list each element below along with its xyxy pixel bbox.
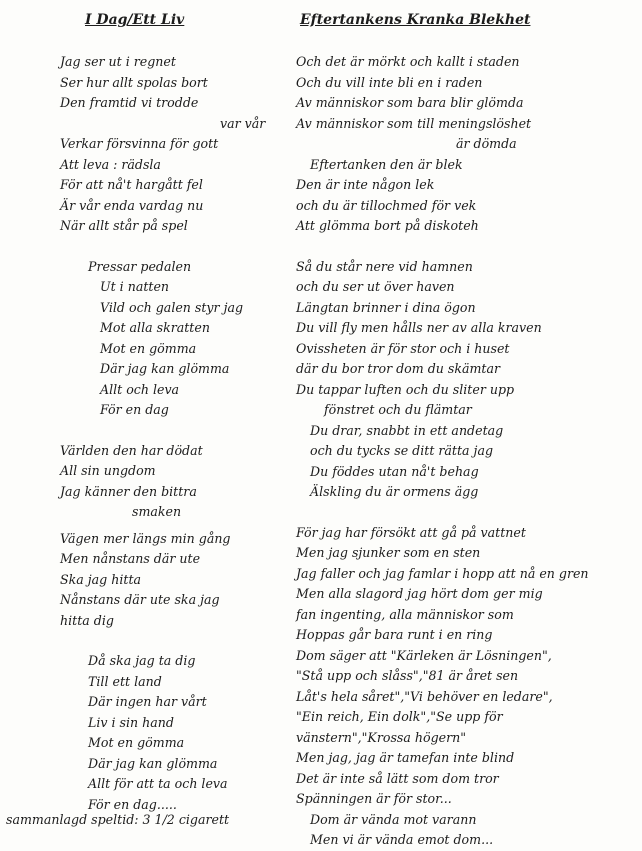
lyric-line: Och det är mörkt och kallt i staden	[296, 54, 520, 69]
lyric-line: Pressar pedalen	[88, 258, 192, 274]
lyric-line: Ser hur allt spolas bort	[60, 74, 208, 90]
lyric-line: Du föddes utan nå't behag	[310, 463, 479, 479]
lyric-line: Att glömma bort på diskoteh	[296, 218, 479, 233]
lyric-line: Där jag kan glömma	[88, 755, 218, 771]
lyric-line: smaken	[132, 504, 182, 519]
lyric-line: Du drar, snabbt in ett andetag	[310, 422, 504, 438]
lyric-line: Vild och galen styr jag	[100, 299, 244, 315]
lyric-line: Ska jag hitta	[60, 571, 142, 587]
lyric-line: Är vår enda vardag nu	[60, 197, 204, 213]
lyric-line: Så du står nere vid hamnen	[296, 258, 473, 274]
lyric-line: Mot en gömma	[88, 735, 185, 750]
lyric-line: "Ein reich, Ein dolk","Se upp för	[296, 709, 503, 724]
lyric-line: var vår	[220, 115, 266, 131]
lyric-line: Liv i sin hand	[88, 714, 174, 730]
lyric-line: Det är inte så lätt som dom tror	[296, 770, 499, 786]
lyric-line: Jag ser ut i regnet	[60, 54, 176, 69]
lyric-line: När allt står på spel	[60, 218, 188, 233]
lyric-line: och du tycks se ditt rätta jag	[310, 443, 494, 458]
lyric-line: Du tappar luften och du sliter upp	[296, 381, 515, 397]
lyric-line: För en dag.....	[88, 796, 177, 812]
lyric-line: Allt och leva	[100, 381, 180, 397]
lyric-line: För jag har försökt att gå på vattnet	[296, 524, 526, 540]
right-lyrics-column	[296, 52, 636, 851]
lyric-line: Av människor som till meningslöshet	[296, 115, 532, 131]
lyric-line: Jag faller och jag famlar i hopp att nå en gren	[296, 565, 589, 581]
lyric-line: Allt för att ta och leva	[88, 776, 228, 791]
lyric-line: Då ska jag ta dig	[88, 653, 196, 668]
lyric-line: För en dag	[100, 402, 169, 417]
lyric-line: Eftertanken den är blek	[310, 156, 463, 172]
lyric-line: Av människor som bara blir glömda	[296, 95, 524, 110]
lyric-line: vänstern","Krossa högern"	[296, 729, 467, 745]
lyric-line: Älskling du är ormens ägg	[310, 484, 479, 499]
lyric-line: Och du vill inte bli en i raden	[296, 74, 483, 90]
lyric-line: Jag känner den bittra	[60, 483, 197, 499]
lyric-line: Men nånstans där ute	[60, 551, 201, 566]
lyric-line: Där ingen har vårt	[88, 694, 207, 709]
lyric-line: Du vill fly men hålls ner av alla kraven	[296, 320, 542, 335]
lyric-line: Spänningen är för stor...	[296, 791, 452, 806]
lyric-line: Längtan brinner i dina ögon	[296, 299, 476, 315]
lyric-line: hitta dig	[60, 612, 114, 628]
lyric-line: Mot en gömma	[100, 340, 197, 356]
lyric-line: Vägen mer längs min gång	[60, 530, 231, 546]
lyric-line: fan ingenting, alla människor som	[296, 606, 514, 622]
lyric-line: Där jag kan glömma	[100, 361, 230, 376]
lyric-line: är dömda	[456, 136, 517, 151]
lyric-line: Världen den har dödat	[60, 442, 203, 458]
lyric-line: "Stå upp och slåss","81 är året sen	[296, 668, 519, 683]
lyric-line: Mot alla skratten	[100, 320, 210, 335]
lyric-line: fönstret och du flämtar	[324, 402, 472, 417]
lyric-line: Den är inte någon lek	[296, 177, 435, 192]
lyric-line: Verkar försvinna för gott	[60, 136, 219, 151]
lyric-line: Låt's hela såret","Vi behöver en ledare",	[296, 688, 553, 704]
lyric-line: Ut i natten	[100, 279, 170, 294]
lyric-line: där du bor tror dom du skämtar	[296, 361, 501, 376]
lyric-line: Att leva : rädsla	[60, 156, 161, 172]
left-title: I Dag/Ett Liv	[85, 12, 185, 28]
left-lyrics-column	[60, 52, 292, 815]
lyric-line: Dom säger att "Kärleken är Lösningen",	[296, 647, 552, 663]
lyric-line: All sin ungdom	[60, 463, 156, 478]
lyric-line: Men jag, jag är tamefan inte blind	[296, 750, 515, 765]
lyric-line: och du är tillochmed för vek	[296, 197, 477, 213]
lyric-line: och du ser ut över haven	[296, 279, 455, 294]
lyric-line: Nånstans där ute ska jag	[60, 592, 220, 607]
lyric-line: Hoppas går bara runt i en ring	[296, 627, 493, 642]
lyric-line: Men alla slagord jag hört dom ger mig	[296, 586, 543, 601]
lyric-line: För att nå't hargått fel	[60, 177, 203, 192]
lyric-line: Ovissheten är för stor och i huset	[296, 340, 510, 356]
right-title: Eftertankens Kranka Blekhet	[300, 12, 531, 28]
lyric-line: Till ett land	[88, 673, 162, 689]
lyric-line: Men jag sjunker som en sten	[296, 545, 481, 560]
lyric-line: Dom är vända mot varann	[310, 811, 477, 827]
lyric-line: Men vi är vända emot dom...	[310, 832, 494, 847]
lyric-line: Den framtid vi trodde	[60, 95, 199, 110]
playing-time-note: sammanlagd speltid: 3 1/2 cigarett	[6, 812, 230, 827]
